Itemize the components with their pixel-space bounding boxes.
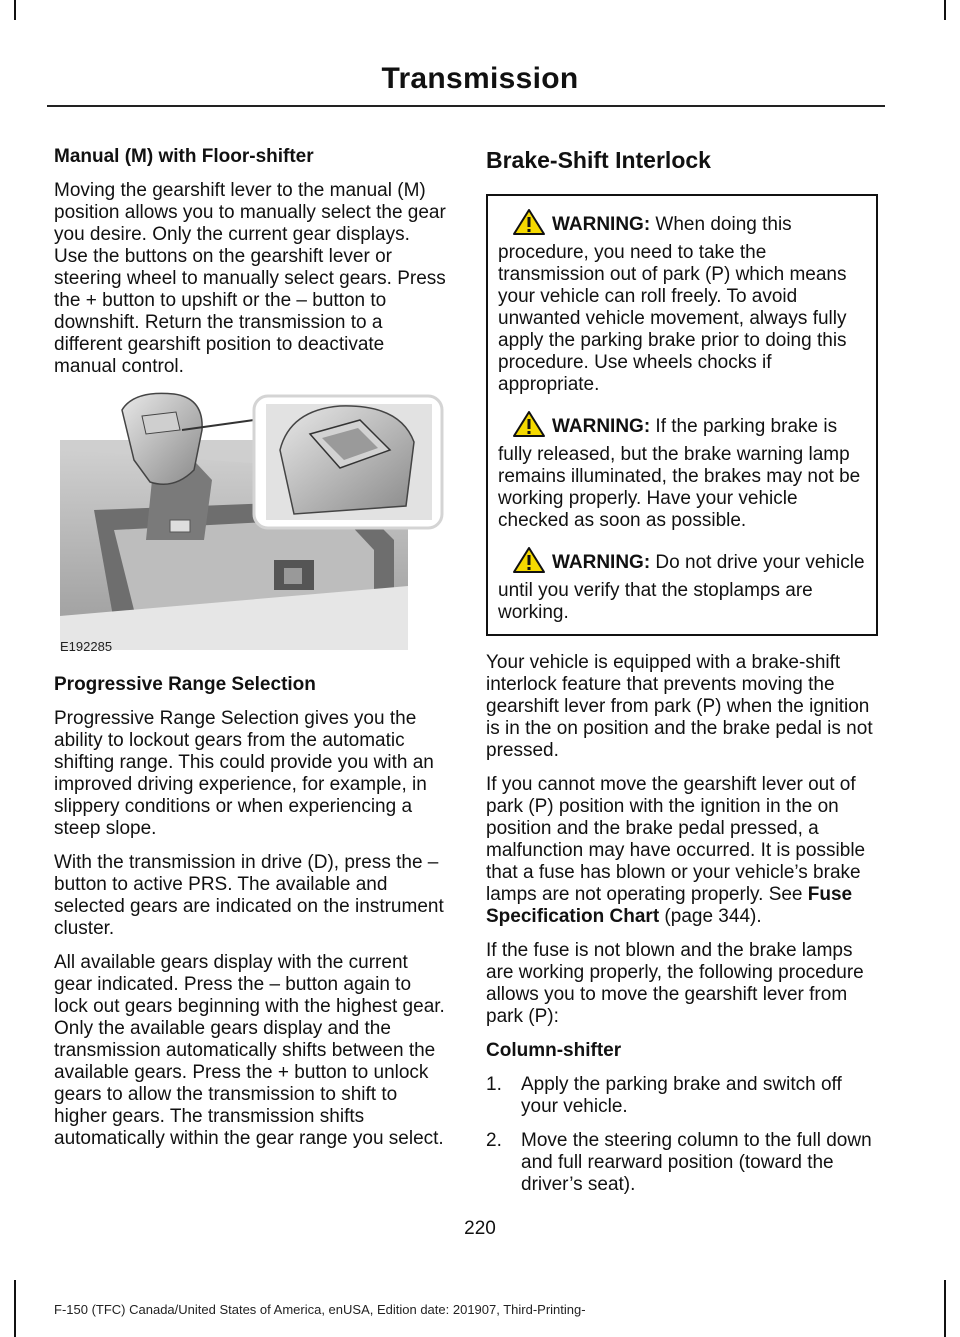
para-text: If you cannot move the gearshift lever out of park (P) position with the ignition in the on position and the brake pedal pressed, a malfunction may have occurred. It is possible that a fuse has blown or your vehicle’s brake lamps are not operating properly. See bbox=[486, 774, 866, 905]
warning-1 bbox=[498, 208, 866, 396]
list-item: 1. Apply the parking brake and switch off your vehicle. bbox=[486, 1074, 842, 1117]
right-column bbox=[486, 146, 878, 1208]
warning-text: Do not drive your vehicle until you verify that the stoplamps are working. bbox=[498, 552, 865, 623]
warning-box bbox=[486, 194, 878, 636]
prs-paragraph-3: All available gears display with the current gear indicated. Press the – button again to lock out gears beginning with the highest gear. Only the available gears display and the transmission automatically shifts between the available gears. Press the + button to unlock gears to allow the transmission to shift to higher gears. The transmission shifts automatically within the gear range you select. bbox=[54, 952, 445, 1149]
gearshift-figure bbox=[54, 390, 444, 660]
warning-label: WARNING: bbox=[552, 214, 651, 235]
warning-label: WARNING: bbox=[552, 552, 651, 573]
interlock-paragraph-1: Your vehicle is equipped with a brake-shift interlock feature that prevents moving the gearshift lever from park (P) when the ignition is in the on position and the brake pedal is not pressed. bbox=[486, 652, 873, 761]
warning-3 bbox=[498, 546, 866, 624]
page-number: 220 bbox=[464, 1218, 496, 1239]
prs-heading: Progressive Range Selection bbox=[54, 674, 316, 695]
figure-id: E192285 bbox=[60, 639, 113, 654]
prs-paragraph-2: With the transmission in drive (D), press the – button to active PRS. The available and selected gears are indicated on the instrument cluster. bbox=[54, 852, 444, 939]
warning-2 bbox=[498, 410, 866, 532]
warning-triangle-icon bbox=[512, 546, 546, 580]
warning-text: If the parking brake is fully released, but the brake warning lamp remains illuminated, the brakes may not be working properly. Have your vehicle checked as soon as possible. bbox=[498, 416, 861, 531]
fuse-chart-link[interactable]: Fuse Specification Chart bbox=[486, 884, 853, 927]
warning-triangle-icon bbox=[512, 410, 546, 444]
manual-heading: Manual (M) with Floor-shifter bbox=[54, 146, 314, 167]
procedure-steps bbox=[486, 1074, 878, 1196]
manual-paragraph: Moving the gearshift lever to the manual (M) position allows you to manually select the gear you desire. Only the current gear displays. Use the buttons on the gearshift lever or steering wheel to manually select gears. Press the + button to upshift or the – button to downshift. Return the transmission to a different gearshift position to deactivate manual control. bbox=[54, 180, 446, 377]
crop-mark bbox=[944, 0, 946, 20]
gearshift-illustration bbox=[54, 390, 444, 660]
section-heading: Brake-Shift Interlock bbox=[486, 147, 711, 173]
prs-paragraph-1: Progressive Range Selection gives you the ability to lockout gears from the automatic shifting range. This could provide you with an improved driving experience, for example, in slippery conditions or when experiencing a steep slope. bbox=[54, 708, 434, 839]
warning-triangle-icon bbox=[512, 208, 546, 242]
list-item: 2. Move the steering column to the full down and full rearward position (toward the driver’s seat). bbox=[486, 1130, 872, 1195]
page-reference: (page 344). bbox=[659, 906, 762, 927]
warning-text: When doing this procedure, you need to take the transmission out of park (P) which means your vehicle can roll freely. To avoid unwanted vehicle movement, always fully apply the parking brake prior to doing this procedure. Use wheels chocks if appropriate. bbox=[498, 214, 847, 395]
crop-mark bbox=[14, 0, 16, 20]
header-divider bbox=[47, 105, 885, 107]
interlock-paragraph-3: If the fuse is not blown and the brake lamps are working properly, the following procedure allows you to move the gearshift lever from park (P): bbox=[486, 940, 864, 1027]
footer-edition: F-150 (TFC) Canada/United States of America, enUSA, Edition date: 201907, Third-Printing- bbox=[54, 1302, 586, 1317]
page-title: Transmission bbox=[381, 62, 579, 95]
interlock-paragraph-2 bbox=[486, 774, 878, 928]
warning-label: WARNING: bbox=[552, 416, 651, 437]
crop-mark bbox=[14, 1280, 16, 1337]
crop-mark bbox=[944, 1280, 946, 1337]
left-column bbox=[54, 146, 446, 1162]
column-shifter-heading: Column-shifter bbox=[486, 1040, 622, 1061]
